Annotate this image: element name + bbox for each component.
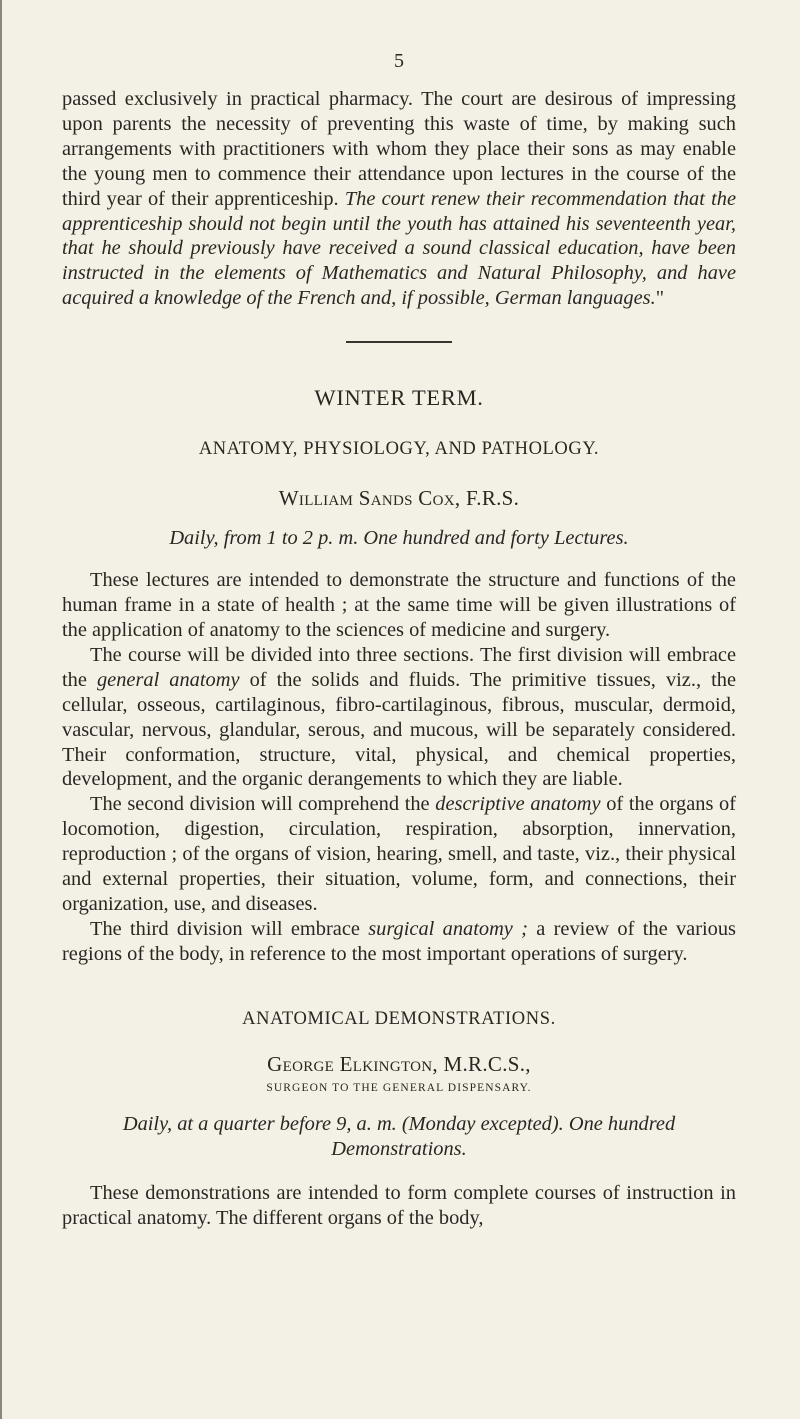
p4-text-a: The third division will embrace	[90, 917, 360, 940]
body-paragraph-2	[62, 643, 736, 792]
p4-text-b: a review of the various regions of the body, in reference to the most important operations of surgery.	[62, 917, 736, 965]
intro-paragraph	[62, 87, 736, 311]
p3-text-b: of the organs of locomotion, digestion, circulation, respiration, absorption, innervation, reproduction ; of the organs of vision, hearing, smell, and taste, viz., their physical and external properties, their situation, volume, form, and connections, their organization, use, and diseases.	[62, 793, 737, 915]
p2-text-b: of the solids and fluids. The primitive tissues, viz., the cellular, osseous, cartilaginous, fibro-cartilaginous, fibrous, muscular, dermoid, vascular, nervous, glandular, serous, and mucous, will be separately considered. Their conformation, structure, vital, physical, and chemical properties, development, and the organic derangements to which they are liable.	[62, 668, 736, 791]
subject-heading: ANATOMY, PHYSIOLOGY, AND PATHOLOGY.	[198, 439, 600, 460]
intro-plain-text: passed exclusively in practical pharmacy. The court are desirous of impressing upon parents the necessity of preventing this waste of time, by making such arrangements with practitioners with whom they place their sons as may enable the young men to commence their attendance upon lectures in the course of the third year of their apprenticeship.	[62, 88, 736, 210]
lecture-schedule: Daily, from 1 to 2 p. m. One hundred and forty Lectures.	[169, 527, 629, 550]
demonstrator-title: SURGEON TO THE GENERAL DISPENSARY.	[266, 1081, 532, 1094]
intro-closing-quote: "	[655, 287, 665, 310]
p4-emphasis: surgical anatomy ;	[368, 917, 528, 940]
lecturer-name: William Sands Cox, F.R.S.	[278, 486, 520, 511]
body-paragraph-4	[62, 917, 736, 967]
section-divider	[346, 341, 452, 343]
demonstrator-name: George Elkington, M.R.C.S.,	[267, 1051, 531, 1076]
p2-emphasis: general anatomy	[96, 668, 240, 691]
demonstration-schedule: Daily, at a quarter before 9, a. m. (Monday excepted). One hundred Demonstrations.	[122, 1112, 676, 1160]
p2-text-a: The course will be divided into three sections. The first division will embrace the	[62, 643, 736, 691]
body-paragraph-1: These lectures are intended to demonstrate the structure and functions of the human frame in a state of health ; at the same time will be given illustrations of the application of anatomy to the sciences of medicine and surgery.	[62, 569, 736, 641]
winter-term-heading: WINTER TERM.	[314, 385, 484, 411]
intro-italic-text: The court renew their recommendation that the apprenticeship should not begin until the youth has attained his seventeenth year, that he should previously have received a sound classical education, have been instructed in the elements of Mathematics and Natural Philosophy, and have acquired a knowledge of the French and, if possible, German languages.	[62, 187, 736, 310]
page-number: 5	[394, 50, 404, 72]
demonstrations-paragraph: These demonstrations are intended to form complete courses of instruction in practical anatomy. The different organs of the body,	[62, 1182, 736, 1230]
p3-text-a: The second division will comprehend the	[90, 793, 430, 816]
p3-emphasis: descriptive anatomy	[435, 793, 601, 816]
demonstrations-heading: ANATOMICAL DEMONSTRATIONS.	[242, 1008, 556, 1029]
body-paragraph-3	[62, 792, 736, 917]
